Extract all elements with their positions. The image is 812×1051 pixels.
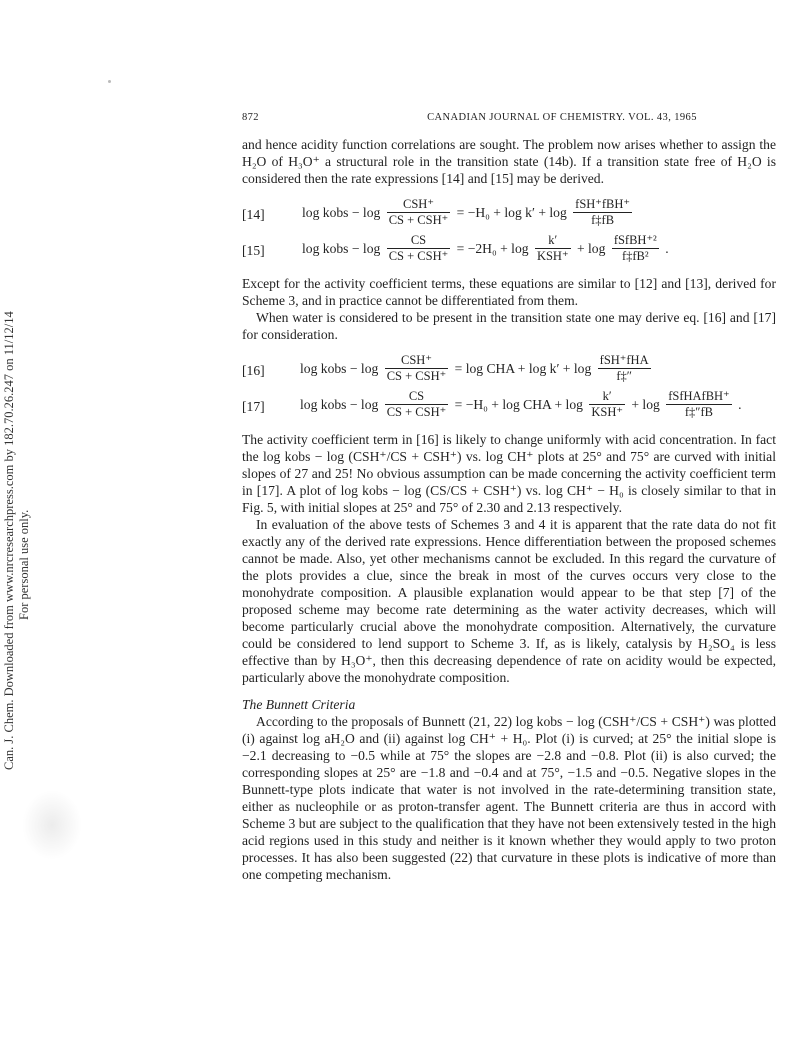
eq-lhs: log kobs − log <box>300 361 379 376</box>
eq-fraction: $\frac{\text{fSH⁺fBH⁺}}{f\ddagger fB}$ <box>575 197 631 227</box>
eq-fraction: $\frac{\text{fSfHAfBH⁺}}{f\ddagger''fB}$ <box>668 389 730 419</box>
eq-rhs: = −H₀ + log k′ + log <box>456 205 567 220</box>
eq-fraction: $\frac{\text{fSfBH⁺²}}{\text{f‡fB²}}$ <box>613 233 657 263</box>
paragraph-5: In evaluation of the above tests of Schemes 3 and 4 it is apparent that the rate data do not fit exactly any of the derived rate expressions. Hence differentiation between the proposed schemes cannot be made. Also, yet other mechanisms cannot be excluded. In this regard the curvature of the plots provides a clue, since the break in most of the curves occurs very close to the monohydrate composition. A plausible explanation would appear to be that step [7] of the proposed scheme may become rate determining as the water activity decreases, which will become particularly crucial above the monohydrate composition. Alternatively, the curvature could be considered to lend support to Scheme 3. If, as is likely, catalysis by H₂SO₄ is less effective than by H₃O⁺, then this decreasing dependence of rate on acidity would be expected, particularly above the monohydrate composition. <box>242 517 776 685</box>
eq-end: . <box>665 241 669 256</box>
section-heading: The Bunnett Criteria <box>242 697 356 712</box>
eq-fraction: $\frac{CS}{\text{CS + CSH⁺}}$ <box>388 233 449 263</box>
article-body <box>242 136 776 883</box>
equation-16 <box>242 353 776 389</box>
paragraph-6: According to the proposals of Bunnett (21, 22) log kobs − log (CSH⁺/CS + CSH⁺) was plotted (i) against log aH₂O and (ii) against log CH⁺ + H₀. Plot (i) is curved; at 25° the initial slope is −2.1 decreasing to −0.5 while at 75° the slopes are −2.8 and −0.8. Plot (ii) is also curved; the corresponding slopes at 25° are −1.8 and −0.4 and at 75°, −1.5 and −0.5. Negative slopes in the Bunnett-type plots indicate that water is not involved in the rate-determining transition state, either as nucleophile or as proton-transfer agent. The Bunnett criteria are thus in accord with Scheme 3 but are subject to the qualification that they have not been extensively tested in the high acid regions used in this study and neither is it known whether they would apply to two proton processes. It has also been suggested (22) that curvature in these plots is indicative of more than one competing mechanism. <box>242 714 776 882</box>
eq-lhs: log kobs − log <box>302 241 381 256</box>
eq-plus: + log <box>631 397 660 412</box>
eq-fraction: $\frac{\text{CSH⁺}}{\text{CS + CSH⁺}}$ <box>386 353 447 383</box>
scan-speck <box>108 80 111 83</box>
equation-number: [15] <box>242 243 265 258</box>
equation-14 <box>242 197 776 233</box>
eq-fraction: $\frac{CS}{\text{CS + CSH⁺}}$ <box>386 389 447 419</box>
eq-lhs: log kobs − log <box>300 397 379 412</box>
watermark-line-1: Can. J. Chem. Downloaded from www.nrcresearchpress.com by 182.70.26.247 on 11/12/14 <box>2 311 16 770</box>
equation-17 <box>242 389 776 425</box>
eq-rhs: = log CHA + log k′ + log <box>454 361 592 376</box>
equation-number: [14] <box>242 207 265 222</box>
download-watermark <box>2 250 42 770</box>
equation-number: [16] <box>242 363 265 378</box>
eq-rhs: = −2H₀ + log <box>456 241 529 256</box>
eq-fraction: $\frac{\text{CSH⁺}}{\text{CS + CSH⁺}}$ <box>388 197 449 227</box>
equation-15 <box>242 233 776 269</box>
eq-end: . <box>738 397 742 412</box>
eq-fraction: $\frac{k'}{\text{KSH⁺}}$ <box>536 233 569 263</box>
eq-fraction: $\frac{k'}{\text{KSH⁺}}$ <box>591 389 623 419</box>
eq-plus: + log <box>576 241 606 256</box>
journal-title: CANADIAN JOURNAL OF CHEMISTRY. VOL. 43, 1965 <box>427 112 697 123</box>
paragraph-3: When water is considered to be present in the transition state one may derive eq. [16] and [17] for consideration. <box>242 310 776 342</box>
watermark-line-2: For personal use only. <box>17 509 31 620</box>
eq-fraction: $\frac{\text{fSH⁺fHA}}{f\ddagger''}$ <box>599 353 649 383</box>
paragraph-2: Except for the activity coefficient terms, these equations are similar to [12] and [13], derived for Scheme 3, and in practice cannot be differentiated from them. <box>242 276 776 308</box>
paragraph-4: The activity coefficient term in [16] is likely to change uniformly with acid concentration. In fact the log kobs − log (CSH⁺/CS + CSH⁺) vs. log CH⁺ plots at 25° and 75° are curved with initial slopes of 27 and 25! No obvious assumption can be made concerning the activity coefficient term in [17]. A plot of log kobs − log (CS/CS + CSH⁺) vs. log CH⁺ − H₀ is closely similar to that in Fig. 5, with initial slopes at 25° and 75° of 2.30 and 2.13 respectively. <box>242 432 776 515</box>
eq-rhs: = −H₀ + log CHA + log <box>454 397 583 412</box>
scan-smudge <box>22 790 82 860</box>
eq-lhs: log kobs − log <box>302 205 381 220</box>
page-number: 872 <box>242 112 259 123</box>
paragraph-1: and hence acidity function correlations are sought. The problem now arises whether to assign the H₂O of H₃O⁺ a structural role in the transition state (14b). If a transition state free of H₂O is considered then the rate expressions [14] and [15] may be derived. <box>242 137 776 186</box>
equation-number: [17] <box>242 399 265 414</box>
